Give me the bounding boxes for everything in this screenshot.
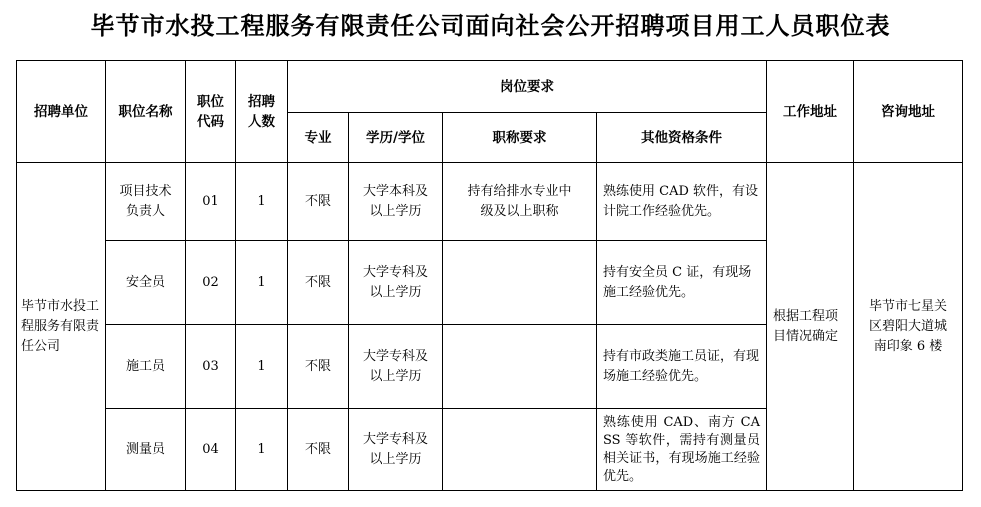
education-cell: 大学专科及以上学历	[349, 325, 443, 409]
major-cell: 不限	[288, 241, 349, 325]
other-cell: 持有市政类施工员证，有现场施工经验优先。	[597, 325, 767, 409]
count-cell: 1	[236, 409, 288, 491]
title-req-cell	[443, 241, 597, 325]
header-position: 职位名称	[106, 61, 186, 163]
header-requirements: 岗位要求	[288, 61, 767, 113]
code-cell: 04	[186, 409, 236, 491]
position-cell: 安全员	[106, 241, 186, 325]
header-major: 专业	[288, 113, 349, 163]
header-unit: 招聘单位	[17, 61, 106, 163]
header-title-req: 职称要求	[443, 113, 597, 163]
header-work-place: 工作地址	[767, 61, 854, 163]
page-title: 毕节市水投工程服务有限责任公司面向社会公开招聘项目用工人员职位表	[90, 11, 891, 40]
header-education: 学历/学位	[349, 113, 443, 163]
code-cell: 01	[186, 163, 236, 241]
education-cell: 大学专科及以上学历	[349, 409, 443, 491]
code-cell: 03	[186, 325, 236, 409]
count-cell: 1	[236, 163, 288, 241]
table-row	[17, 163, 963, 241]
header-code: 职位代码	[186, 61, 236, 163]
title-req-cell	[443, 409, 597, 491]
position-cell: 项目技术负责人	[106, 163, 186, 241]
header-contact-place: 咨询地址	[854, 61, 963, 163]
other-cell: 熟练使用 CAD、南方 CASS 等软件，需持有测量员相关证书，有现场施工经验优先。	[597, 409, 767, 491]
other-cell: 熟练使用 CAD 软件，有设计院工作经验优先。	[597, 163, 767, 241]
title-req-cell: 持有给排水专业中级及以上职称	[443, 163, 597, 241]
education-cell: 大学专科及以上学历	[349, 241, 443, 325]
major-cell: 不限	[288, 325, 349, 409]
title-req-cell	[443, 325, 597, 409]
major-cell: 不限	[288, 409, 349, 491]
work-place-cell: 根据工程项目情况确定	[767, 163, 854, 491]
header-row-top	[17, 61, 963, 113]
header-count: 招聘人数	[236, 61, 288, 163]
major-cell: 不限	[288, 163, 349, 241]
code-cell: 02	[186, 241, 236, 325]
count-cell: 1	[236, 241, 288, 325]
positions-table	[16, 60, 963, 491]
position-cell: 测量员	[106, 409, 186, 491]
other-cell: 持有安全员 C 证，有现场施工经验优先。	[597, 241, 767, 325]
education-cell: 大学本科及以上学历	[349, 163, 443, 241]
unit-cell: 毕节市水投工程服务有限责任公司	[17, 163, 106, 491]
position-cell: 施工员	[106, 325, 186, 409]
contact-place-cell: 毕节市七星关区碧阳大道城南印象 6 楼	[854, 163, 963, 491]
count-cell: 1	[236, 325, 288, 409]
header-other: 其他资格条件	[597, 113, 767, 163]
